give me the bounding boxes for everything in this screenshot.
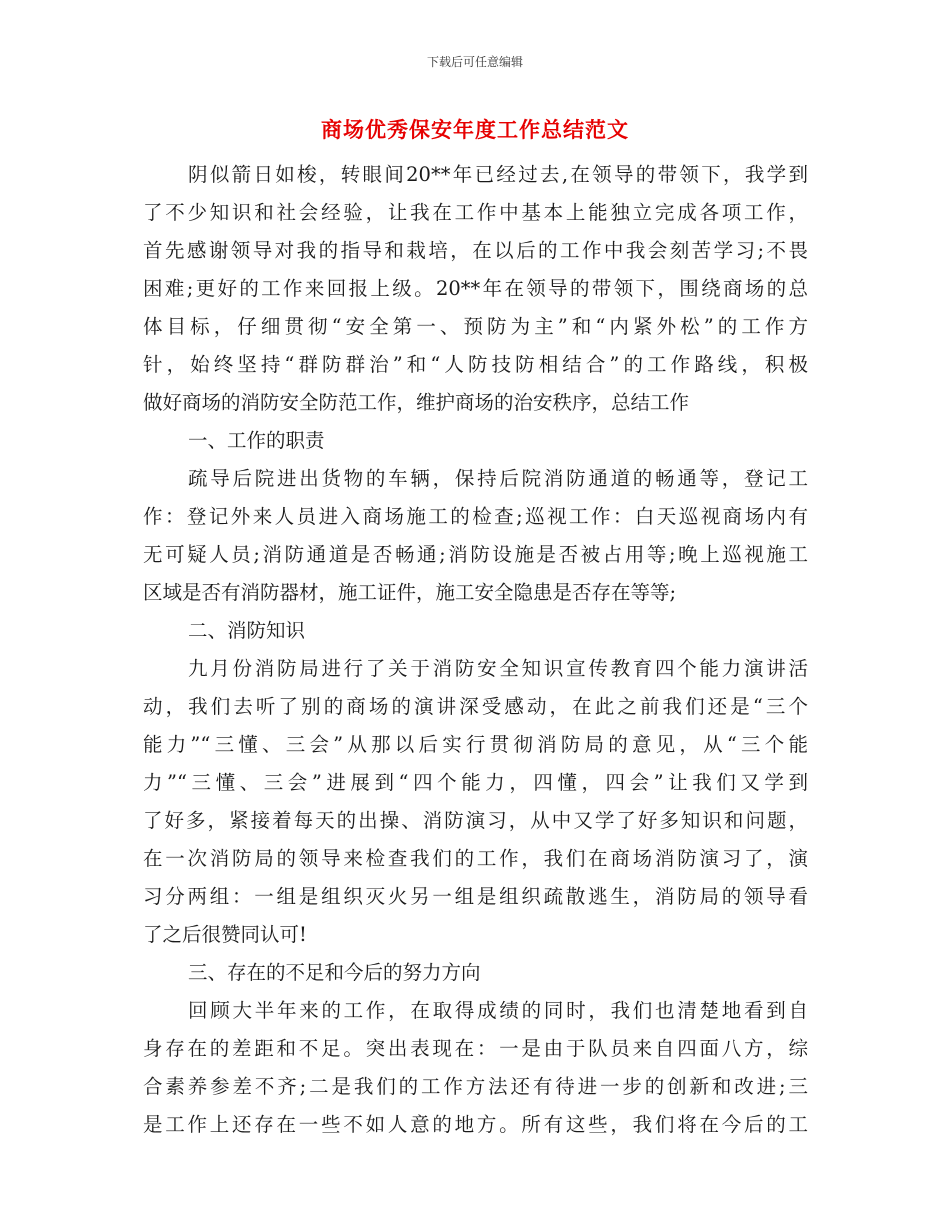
paragraph-line: 能力”“三懂、三会”从那以后实行贯彻消防局的意见，从“三个能 [143, 733, 808, 756]
paragraph-line: 区域是否有消防器材，施工证件，施工安全隐患是否存在等等; [143, 581, 677, 604]
paragraph-line: 针，始终坚持“群防群治”和“人防技防相结合”的工作路线，积极 [143, 353, 808, 376]
paragraph-line: 作：登记外来人员进入商场施工的检查;巡视工作：白天巡视商场内有 [143, 505, 808, 528]
paragraph-line: 身存在的差距和不足。突出表现在：一是由于队员来自四面八方，综 [143, 1037, 808, 1060]
paragraph-line: 阴似箭日如梭，转眼间20**年已经过去,在领导的带领下，我学到 [188, 163, 808, 186]
paragraph-line: 了不少知识和社会经验，让我在工作中基本上能独立完成各项工作， [143, 201, 808, 224]
paragraph-line: 力”“三懂、三会”进展到“四个能力，四懂，四会”让我们又学到 [143, 771, 808, 794]
paragraph-line: 合素养参差不齐;二是我们的工作方法还有待进一步的创新和改进;三 [143, 1075, 808, 1098]
paragraph-line: 习分两组：一组是组织灭火另一组是组织疏散逃生，消防局的领导看 [143, 885, 808, 908]
paragraph-line: 无可疑人员;消防通道是否畅通;消防设施是否被占用等;晚上巡视施工 [143, 543, 808, 566]
paragraph-line: 是工作上还存在一些不如人意的地方。所有这些，我们将在今后的工 [143, 1113, 808, 1136]
document-body [143, 156, 808, 1144]
document-title: 商场优秀保安年度工作总结范文 [321, 118, 629, 142]
paragraph-line: 体目标，仔细贯彻“安全第一、预防为主”和“内紧外松”的工作方 [143, 315, 808, 338]
section-heading: 一、工作的职责 [188, 429, 325, 452]
paragraph-line: 困难;更好的工作来回报上级。20**年在领导的带领下，围绕商场的总 [143, 277, 808, 300]
paragraph-line: 了好多，紧接着每天的出操、消防演习，从中又学了好多知识和问题， [143, 809, 808, 832]
paragraph-line: 回顾大半年来的工作，在取得成绩的同时，我们也清楚地看到自 [188, 999, 808, 1022]
section-heading: 三、存在的不足和今后的努力方向 [188, 961, 481, 984]
paragraph-line: 九月份消防局进行了关于消防安全知识宣传教育四个能力演讲活 [188, 657, 808, 680]
paragraph-line: 动，我们去听了别的商场的演讲深受感动，在此之前我们还是“三个 [143, 695, 808, 718]
header-note: 下载后可任意编辑 [426, 55, 523, 69]
section-heading: 二、消防知识 [188, 619, 306, 642]
paragraph-line: 疏导后院进出货物的车辆，保持后院消防通道的畅通等，登记工 [188, 467, 808, 490]
paragraph-line: 在一次消防局的领导来检查我们的工作，我们在商场消防演习了，演 [143, 847, 808, 870]
paragraph-line: 做好商场的消防安全防范工作，维护商场的治安秩序，总结工作 [143, 391, 690, 414]
paragraph-line: 首先感谢领导对我的指导和栽培，在以后的工作中我会刻苦学习;不畏 [143, 239, 808, 262]
paragraph-line: 了之后很赞同认可! [143, 923, 307, 946]
